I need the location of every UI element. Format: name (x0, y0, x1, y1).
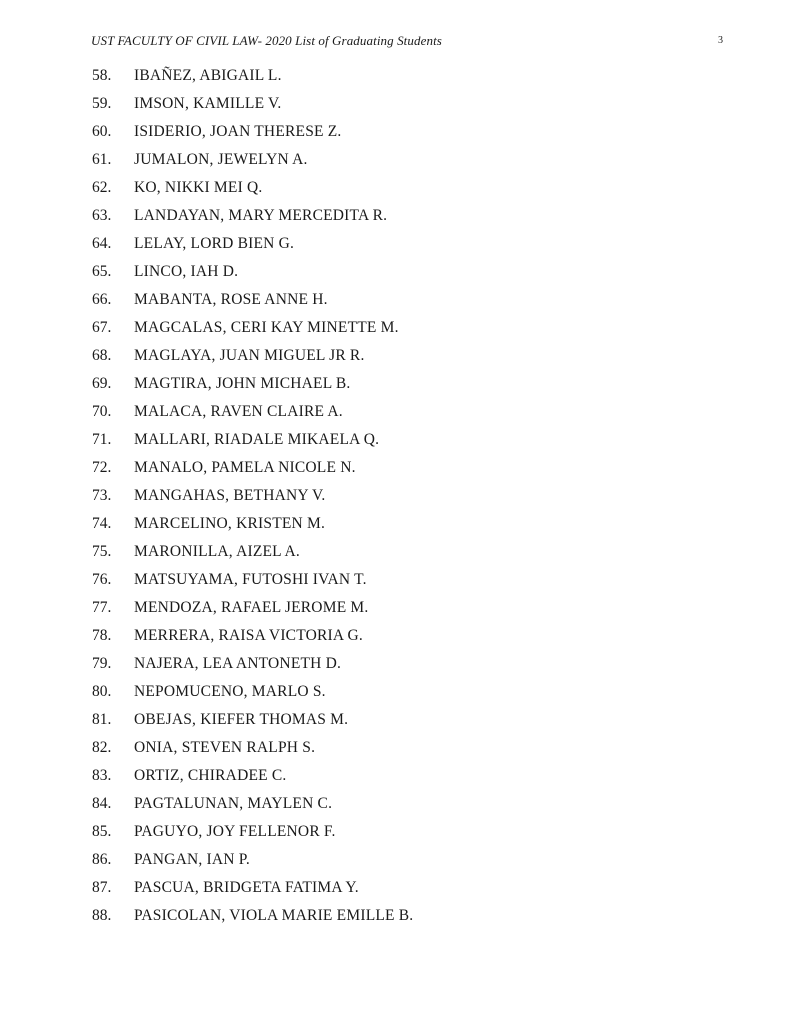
student-name: LINCO, IAH D. (134, 263, 239, 280)
student-name: ISIDERIO, JOAN THERESE Z. (134, 123, 342, 140)
student-name: MAGLAYA, JUAN MIGUEL JR R. (134, 347, 365, 364)
student-name: IMSON, KAMILLE V. (134, 95, 282, 112)
student-number: 84. (92, 795, 112, 812)
student-number: 87. (92, 879, 112, 896)
student-list-item (92, 426, 413, 454)
student-list-item (92, 706, 413, 734)
student-number: 77. (92, 599, 112, 616)
student-number: 83. (92, 767, 112, 784)
student-number: 60. (92, 123, 112, 140)
student-name: PANGAN, IAN P. (134, 851, 250, 868)
student-list-item (92, 790, 413, 818)
student-number: 59. (92, 95, 112, 112)
student-number: 62. (92, 179, 112, 196)
student-name: PASICOLAN, VIOLA MARIE EMILLE B. (134, 907, 414, 924)
page-number: 3 (718, 35, 723, 46)
student-name: MALLARI, RIADALE MIKAELA Q. (134, 431, 380, 448)
student-number: 66. (92, 291, 112, 308)
student-number: 82. (92, 739, 112, 756)
student-name: MABANTA, ROSE ANNE H. (134, 291, 328, 308)
student-number: 81. (92, 711, 112, 728)
student-list-item (92, 734, 413, 762)
student-name: MARONILLA, AIZEL A. (134, 543, 300, 560)
student-name: LELAY, LORD BIEN G. (134, 235, 295, 252)
student-list-item (92, 874, 413, 902)
student-list-item (92, 370, 413, 398)
student-number: 88. (92, 907, 112, 924)
graduating-students-list (92, 62, 413, 930)
student-list-item (92, 146, 413, 174)
student-name: ORTIZ, CHIRADEE C. (134, 767, 287, 784)
student-list-item (92, 342, 413, 370)
student-number: 86. (92, 851, 112, 868)
student-number: 75. (92, 543, 112, 560)
student-list-item (92, 510, 413, 538)
student-list-item (92, 118, 413, 146)
student-name: MANGAHAS, BETHANY V. (134, 487, 326, 504)
student-number: 64. (92, 235, 112, 252)
student-list-item (92, 454, 413, 482)
student-number: 67. (92, 319, 112, 336)
student-list-item (92, 62, 413, 90)
student-list-item (92, 286, 413, 314)
student-list-item (92, 902, 413, 930)
student-name: PASCUA, BRIDGETA FATIMA Y. (134, 879, 359, 896)
student-number: 73. (92, 487, 112, 504)
student-number: 63. (92, 207, 112, 224)
student-number: 71. (92, 431, 112, 448)
student-name: PAGTALUNAN, MAYLEN C. (134, 795, 333, 812)
student-number: 65. (92, 263, 112, 280)
student-number: 78. (92, 627, 112, 644)
student-name: MENDOZA, RAFAEL JEROME M. (134, 599, 369, 616)
student-name: LANDAYAN, MARY MERCEDITA R. (134, 207, 388, 224)
student-number: 76. (92, 571, 112, 588)
student-list-item (92, 566, 413, 594)
student-name: MAGCALAS, CERI KAY MINETTE M. (134, 319, 399, 336)
student-list-item (92, 846, 413, 874)
student-number: 61. (92, 151, 112, 168)
student-name: IBAÑEZ, ABIGAIL L. (134, 67, 282, 84)
student-name: NEPOMUCENO, MARLO S. (134, 683, 326, 700)
student-list-item (92, 538, 413, 566)
student-name: MALACA, RAVEN CLAIRE A. (134, 403, 343, 420)
student-list-item (92, 90, 413, 118)
student-number: 58. (92, 67, 112, 84)
student-list-item (92, 818, 413, 846)
student-list-item (92, 314, 413, 342)
student-list-item (92, 594, 413, 622)
student-name: JUMALON, JEWELYN A. (134, 151, 308, 168)
student-name: OBEJAS, KIEFER THOMAS M. (134, 711, 349, 728)
student-name: MERRERA, RAISA VICTORIA G. (134, 627, 363, 644)
student-name: MARCELINO, KRISTEN M. (134, 515, 326, 532)
student-number: 79. (92, 655, 112, 672)
student-number: 85. (92, 823, 112, 840)
student-list-item (92, 678, 413, 706)
document-title: UST FACULTY OF CIVIL LAW- 2020 List of Graduating Students (91, 33, 442, 48)
student-name: ONIA, STEVEN RALPH S. (134, 739, 316, 756)
student-list-item (92, 230, 413, 258)
student-number: 80. (92, 683, 112, 700)
student-list-item (92, 258, 413, 286)
student-list-item (92, 174, 413, 202)
student-list-item (92, 202, 413, 230)
student-list-item (92, 482, 413, 510)
student-name: KO, NIKKI MEI Q. (134, 179, 263, 196)
student-list-item (92, 650, 413, 678)
student-list-item (92, 762, 413, 790)
student-name: NAJERA, LEA ANTONETH D. (134, 655, 342, 672)
student-number: 72. (92, 459, 112, 476)
student-list-item (92, 398, 413, 426)
student-number: 69. (92, 375, 112, 392)
student-name: MAGTIRA, JOHN MICHAEL B. (134, 375, 351, 392)
student-name: MATSUYAMA, FUTOSHI IVAN T. (134, 571, 367, 588)
page-header (91, 33, 723, 51)
student-number: 70. (92, 403, 112, 420)
student-number: 74. (92, 515, 112, 532)
student-name: PAGUYO, JOY FELLENOR F. (134, 823, 336, 840)
student-list-item (92, 622, 413, 650)
student-name: MANALO, PAMELA NICOLE N. (134, 459, 356, 476)
student-number: 68. (92, 347, 112, 364)
